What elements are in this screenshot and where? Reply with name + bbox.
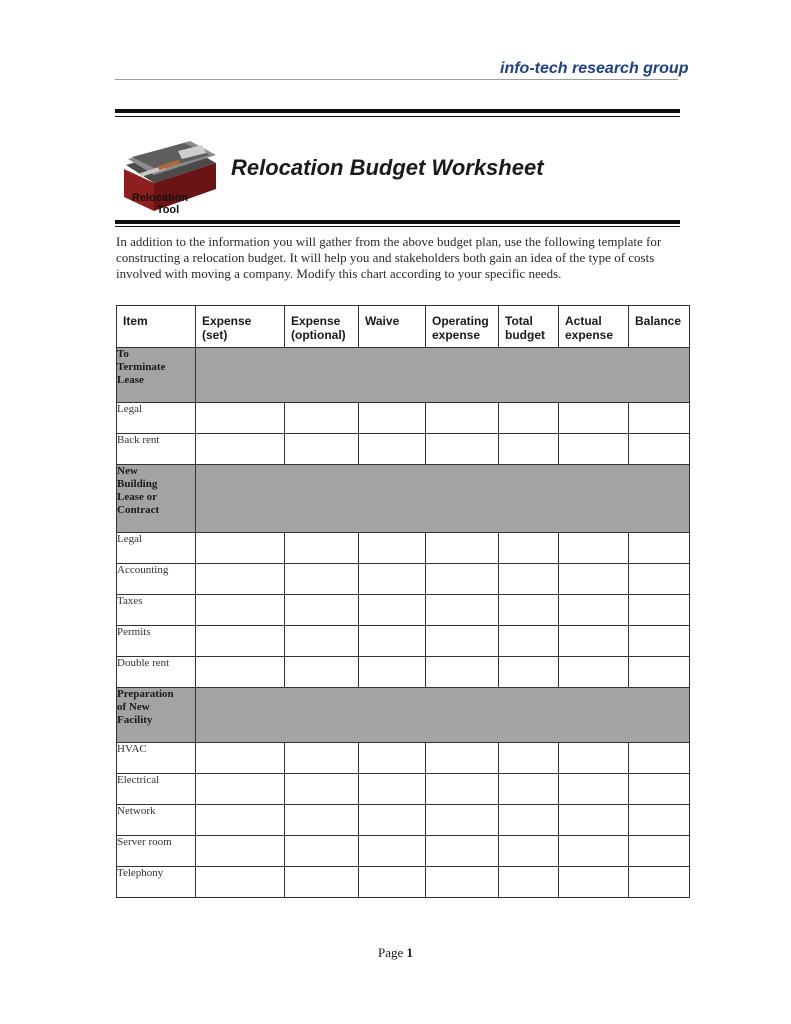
table-header-row [117,306,690,348]
item-label-cell [117,743,196,774]
table-row [117,533,690,564]
budget-entry-cell[interactable] [196,595,285,626]
budget-entry-cell[interactable] [285,657,359,688]
page-title: Relocation Budget Worksheet [231,155,544,180]
table-section-row [117,688,690,743]
budget-entry-cell[interactable] [196,836,285,867]
budget-entry-cell[interactable] [559,403,629,434]
budget-entry-cell[interactable] [559,805,629,836]
column-header-line: budget [505,328,545,342]
table-row [117,867,690,898]
budget-entry-cell[interactable] [559,743,629,774]
budget-entry-cell[interactable] [629,657,690,688]
table-row [117,774,690,805]
budget-entry-cell[interactable] [196,626,285,657]
brand-name: info-tech research group [500,60,689,77]
budget-entry-cell[interactable] [196,867,285,898]
row-label-line: Double rent [117,657,170,669]
budget-entry-cell[interactable] [499,626,559,657]
item-label-cell [117,434,196,465]
budget-entry-cell[interactable] [629,626,690,657]
budget-entry-cell[interactable] [196,743,285,774]
budget-entry-cell[interactable] [196,564,285,595]
budget-entry-cell[interactable] [629,867,690,898]
item-label-cell [117,403,196,434]
section-shaded-cell [196,465,690,533]
column-header-line: Expense [202,314,252,328]
row-label-line: of New [117,701,150,713]
budget-entry-cell[interactable] [499,595,559,626]
budget-entry-cell[interactable] [499,743,559,774]
column-header-line: Expense [291,314,341,328]
budget-entry-cell[interactable] [426,867,499,898]
budget-entry-cell[interactable] [426,434,499,465]
budget-entry-cell[interactable] [196,403,285,434]
budget-table [116,305,690,898]
section-shaded-cell [196,348,690,403]
budget-entry-cell[interactable] [285,805,359,836]
column-header-line: expense [565,328,614,342]
column-header-line: (optional) [291,328,346,342]
budget-entry-cell[interactable] [426,533,499,564]
budget-entry-cell[interactable] [359,626,426,657]
budget-entry-cell[interactable] [285,533,359,564]
row-label-line: Legal [117,533,143,545]
budget-entry-cell[interactable] [559,564,629,595]
budget-entry-cell[interactable] [629,434,690,465]
budget-entry-cell[interactable] [499,657,559,688]
row-label-line: Electrical [117,774,160,786]
table-row [117,595,690,626]
row-label-line: HVAC [117,743,147,755]
budget-entry-cell[interactable] [559,836,629,867]
budget-entry-cell[interactable] [629,564,690,595]
page-number: 1 [406,945,414,960]
title-bottom-subrule [115,226,680,227]
item-label-cell [117,867,196,898]
budget-entry-cell[interactable] [426,657,499,688]
header-divider [115,79,678,80]
row-label-line: Contract [117,504,160,516]
row-label-line: Network [117,805,156,817]
budget-entry-cell[interactable] [629,533,690,564]
budget-entry-cell[interactable] [359,533,426,564]
section-shaded-cell [196,688,690,743]
budget-entry-cell[interactable] [196,533,285,564]
row-label-line: Preparation [117,688,174,700]
budget-entry-cell[interactable] [285,434,359,465]
budget-entry-cell[interactable] [499,564,559,595]
table-body [117,348,690,898]
budget-entry-cell[interactable] [285,836,359,867]
row-label-line: Terminate [117,361,166,373]
budget-entry-cell[interactable] [285,595,359,626]
budget-entry-cell[interactable] [559,626,629,657]
row-label-line: Building [117,478,158,490]
budget-entry-cell[interactable] [196,805,285,836]
budget-entry-cell[interactable] [629,774,690,805]
item-label-cell [117,657,196,688]
budget-entry-cell[interactable] [426,774,499,805]
budget-entry-cell[interactable] [359,743,426,774]
budget-entry-cell[interactable] [426,836,499,867]
item-label-cell [117,626,196,657]
table-row [117,805,690,836]
budget-entry-cell[interactable] [426,564,499,595]
item-label-cell [117,774,196,805]
column-header [426,306,499,348]
budget-entry-cell[interactable] [499,805,559,836]
table-row [117,836,690,867]
column-header-line: (set) [202,328,228,342]
budget-entry-cell[interactable] [629,805,690,836]
row-label-line: Taxes [117,595,143,607]
budget-entry-cell[interactable] [285,564,359,595]
section-label-cell [117,688,196,743]
column-header-line: Item [123,314,148,328]
budget-entry-cell[interactable] [426,626,499,657]
row-label-line: Telephony [117,867,164,879]
row-label-line: Permits [117,626,151,638]
budget-entry-cell[interactable] [499,533,559,564]
table-row [117,743,690,774]
row-label-line: Server room [117,836,172,848]
column-header-line: Operating [432,314,489,328]
budget-entry-cell[interactable] [196,657,285,688]
budget-entry-cell[interactable] [359,836,426,867]
budget-entry-cell[interactable] [499,867,559,898]
budget-entry-cell[interactable] [196,774,285,805]
item-label-cell [117,805,196,836]
section-label-cell [117,348,196,403]
column-header-line: Balance [635,314,682,328]
logo-label-line2: Tool [156,204,180,216]
row-label-line: New [117,465,138,477]
budget-entry-cell[interactable] [359,805,426,836]
budget-entry-cell[interactable] [359,434,426,465]
budget-entry-cell[interactable] [285,626,359,657]
column-header [359,306,426,348]
budget-entry-cell[interactable] [285,743,359,774]
budget-entry-cell[interactable] [559,434,629,465]
budget-entry-cell[interactable] [559,657,629,688]
column-header-line: Waive [365,314,400,328]
table-section-row [117,465,690,533]
title-top-subrule [115,116,680,117]
budget-entry-cell[interactable] [559,867,629,898]
row-label-line: Lease [117,374,144,386]
budget-entry-cell[interactable] [359,403,426,434]
row-label-line: Back rent [117,434,160,446]
item-label-cell [117,595,196,626]
column-header [499,306,559,348]
row-label-line: To [117,348,129,360]
page-footer [0,945,791,961]
column-header-line: expense [432,328,481,342]
row-label-line: Facility [117,714,153,726]
table-row [117,626,690,657]
item-label-cell [117,564,196,595]
section-label-cell [117,465,196,533]
item-label-cell [117,533,196,564]
budget-entry-cell[interactable] [359,564,426,595]
table-row [117,434,690,465]
budget-entry-cell[interactable] [426,595,499,626]
intro-paragraph: In addition to the information you will gather from the above budget plan, use the following template for constructing a relocation budget. It will help you and stakeholders both gain an idea of the type of costs involved with moving a company. Modify this chart according to your specific needs. [116,234,662,281]
budget-entry-cell[interactable] [499,434,559,465]
column-header [285,306,359,348]
table-row [117,403,690,434]
budget-entry-cell[interactable] [359,595,426,626]
column-header [629,306,690,348]
table-row [117,657,690,688]
budget-entry-cell[interactable] [629,743,690,774]
page-label: Page [377,945,404,960]
budget-entry-cell[interactable] [285,403,359,434]
logo-label-line1: Relocation [131,192,189,204]
budget-entry-cell[interactable] [559,533,629,564]
budget-entry-cell[interactable] [359,774,426,805]
budget-entry-cell[interactable] [499,836,559,867]
toolbox-logo [118,125,222,217]
title-top-rule [115,109,680,113]
budget-entry-cell[interactable] [629,836,690,867]
budget-entry-cell[interactable] [426,805,499,836]
budget-entry-cell[interactable] [629,403,690,434]
row-label-line: Legal [117,403,143,415]
budget-entry-cell[interactable] [559,595,629,626]
budget-entry-cell[interactable] [359,657,426,688]
budget-entry-cell[interactable] [426,743,499,774]
row-label-line: Lease or [117,491,158,503]
row-label-line: Accounting [117,564,169,576]
budget-entry-cell[interactable] [196,434,285,465]
budget-entry-cell[interactable] [285,774,359,805]
item-label-cell [117,836,196,867]
column-header [196,306,285,348]
budget-entry-cell[interactable] [499,774,559,805]
column-header [559,306,629,348]
budget-entry-cell[interactable] [629,595,690,626]
budget-entry-cell[interactable] [359,867,426,898]
table-row [117,564,690,595]
title-bottom-rule [115,220,680,224]
budget-entry-cell[interactable] [426,403,499,434]
budget-entry-cell[interactable] [559,774,629,805]
column-header [117,306,196,348]
column-header-line: Total [505,314,533,328]
budget-entry-cell[interactable] [499,403,559,434]
column-header-line: Actual [565,314,602,328]
budget-entry-cell[interactable] [285,867,359,898]
table-section-row [117,348,690,403]
